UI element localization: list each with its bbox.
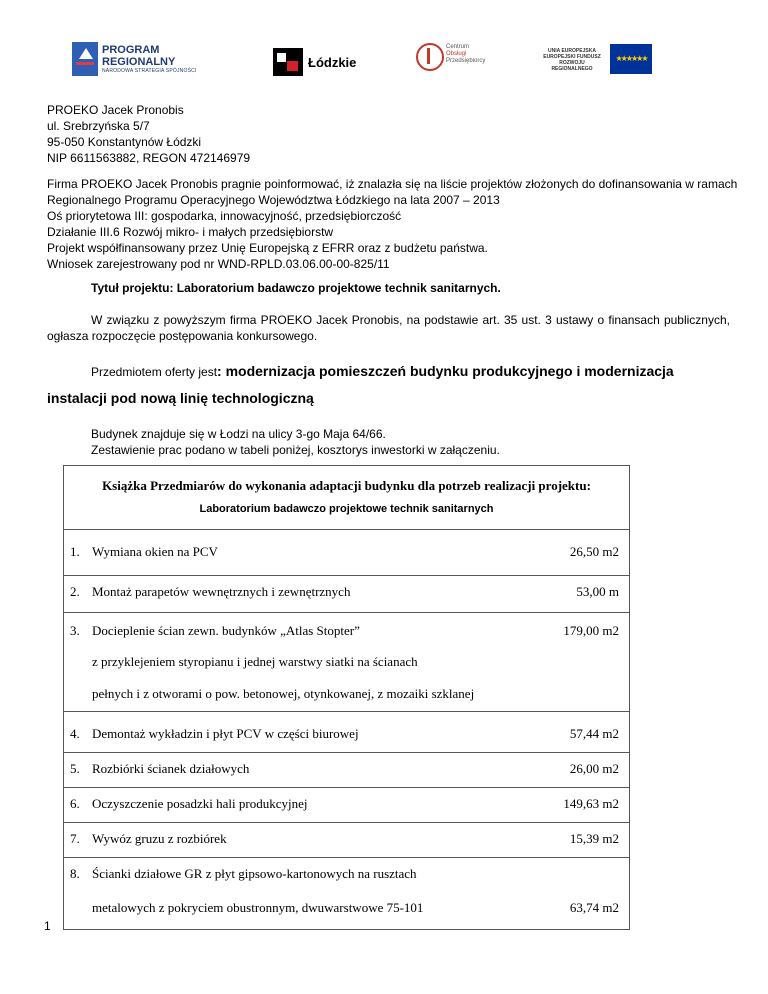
row-quantity: 26,50 m2 <box>569 544 619 559</box>
row-description: Wywóz gruzu z rozbiórek <box>92 831 227 846</box>
intro-line: Firma PROEKO Jacek Pronobis pragnie poinformować, iż znalazła się na liście projektów złożonych do dofinansowania w ramach <box>47 177 738 191</box>
row-description: Demontaż wykładzin i płyt PCV w części biurowej <box>92 726 359 741</box>
table-row <box>64 712 630 753</box>
eu-flag-icon: ★★★★★★ <box>610 44 652 74</box>
lodzkie-logo <box>273 40 357 84</box>
row-description: Wymiana okien na PCV <box>92 544 218 559</box>
works-table <box>63 465 630 930</box>
address-line: NIP 6611563882, REGON 472146979 <box>47 151 251 165</box>
row-number: 7. <box>70 831 80 846</box>
row-quantity: 57,44 m2 <box>569 726 619 741</box>
row-number: 4. <box>70 726 80 741</box>
logo-text: UNIA EUROPEJSKA <box>548 48 596 54</box>
offer-subject <box>47 358 730 412</box>
announcement-paragraph: W związku z powyższym firma PROEKO Jacek Pronobis, na podstawie art. 35 ust. 3 ustawy o finansach publicznych, ogłasza rozpoczęcie postępowania konkursowego. <box>47 313 730 343</box>
row-quantity: 15,39 m2 <box>569 831 619 846</box>
row-number: 8. <box>70 866 80 881</box>
table-row <box>64 530 630 576</box>
logo-text: Obsługi <box>446 51 467 57</box>
row-number: 1. <box>70 544 80 559</box>
company-address <box>47 102 250 166</box>
row-quantity: 63,74 m2 <box>569 900 619 915</box>
offer-subject-prefix: Przedmiotem oferty jest <box>91 365 218 379</box>
intro-line: Regionalnego Programu Operacyjnego Województwa Łódzkiego na lata 2007 – 2013 <box>47 193 500 207</box>
building-info <box>91 426 500 458</box>
row-description: Ścianki działowe GR z płyt gipsowo-kartonowych na rusztach <box>92 866 417 881</box>
logo-tagline: NARODOWA STRATEGIA SPÓJNOŚCI <box>102 68 197 74</box>
table-row <box>64 823 630 858</box>
logo-bar <box>0 40 768 86</box>
row-description: Rozbiórki ścianek działowych <box>92 761 250 776</box>
table-row <box>64 788 630 823</box>
offer-subject-emphasis: : modernizacja pomieszczeń budynku produkcyjnego i modernizacja instalacji pod nową linię technologiczną <box>47 363 674 406</box>
address-line: 95-050 Konstantynów Łódzki <box>47 135 202 149</box>
logo-text: REGIONALNY <box>102 56 176 68</box>
intro-paragraph <box>47 176 737 272</box>
project-title: Tytuł projektu: Laboratorium badawczo projektowe technik sanitarnych. <box>91 281 501 295</box>
row-description: Docieplenie ścian zewn. budynków „Atlas Stopter” <box>92 623 360 638</box>
table-header <box>64 466 630 530</box>
row-description: Oczyszczenie posadzki hali produkcyjnej <box>92 796 308 811</box>
building-info-line: Zestawienie prac podano w tabeli poniżej, kosztorys inwestorki w załączeniu. <box>91 443 500 457</box>
page-number: 1 <box>44 919 51 933</box>
logo-text: ROZWOJU REGIONALNEGO <box>551 60 593 72</box>
program-regionalny-logo <box>72 40 197 84</box>
address-line: ul. Srebrzyńska 5/7 <box>47 119 150 133</box>
address-line: PROEKO Jacek Pronobis <box>47 103 184 117</box>
row-quantity: 26,00 m2 <box>569 761 619 776</box>
building-info-line: Budynek znajduje się w Łodzi na ulicy 3-go Maja 64/66. <box>91 427 386 441</box>
row-quantity: 179,00 m2 <box>563 623 619 638</box>
row-quantity: 149,63 m2 <box>563 796 619 811</box>
intro-line: Oś priorytetowa III: gospodarka, innowacyjność, przedsiębiorczość <box>47 209 402 223</box>
table-row <box>64 576 630 613</box>
centrum-obslugi-logo <box>416 40 491 84</box>
table-row <box>64 753 630 788</box>
row-number: 6. <box>70 796 80 811</box>
row-description: z przyklejeniem styropianu i jednej warstwy siatki na ścianach <box>92 654 418 669</box>
program-regionalny-mark-icon <box>72 42 98 76</box>
intro-line: Wniosek zarejestrowany pod nr WND-RPLD.03.06.00-00-825/11 <box>47 257 390 271</box>
logo-text: Przedsiębiorcy <box>446 58 486 64</box>
table-row <box>64 613 630 712</box>
row-number: 5. <box>70 761 80 776</box>
row-description: pełnych i z otworami o pow. betonowej, otynkowanej, z mozaiki szklanej <box>92 686 475 701</box>
row-quantity: 53,00 m <box>576 584 619 599</box>
row-number: 3. <box>70 623 80 638</box>
logo-text: EUROPEJSKI FUNDUSZ <box>543 54 601 60</box>
lodzkie-mark-icon <box>273 48 303 76</box>
table-row <box>64 858 630 930</box>
row-description: metalowych z pokryciem obustronnym, dwuwarstwowe 75-101 <box>92 900 424 915</box>
logo-text: Łódzkie <box>308 55 357 70</box>
intro-line: Działanie III.6 Rozwój mikro- i małych przedsiębiorstw <box>47 225 334 239</box>
logo-text: Centrum <box>446 44 470 50</box>
centrum-mark-icon <box>416 43 444 71</box>
table-title: Książka Przedmiarów do wykonania adaptacji budynku dla potrzeb realizacji projektu: <box>102 478 591 493</box>
row-description: Montaż parapetów wewnętrznych i zewnętrznych <box>92 584 351 599</box>
intro-line: Projekt współfinansowany przez Unię Europejską z EFRR oraz z budżetu państwa. <box>47 241 488 255</box>
ue-logo <box>538 40 654 84</box>
logo-text: PROGRAM <box>102 44 160 56</box>
table-subtitle: Laboratorium badawczo projektowe technik sanitarnych <box>199 503 494 515</box>
row-number: 2. <box>70 584 80 599</box>
